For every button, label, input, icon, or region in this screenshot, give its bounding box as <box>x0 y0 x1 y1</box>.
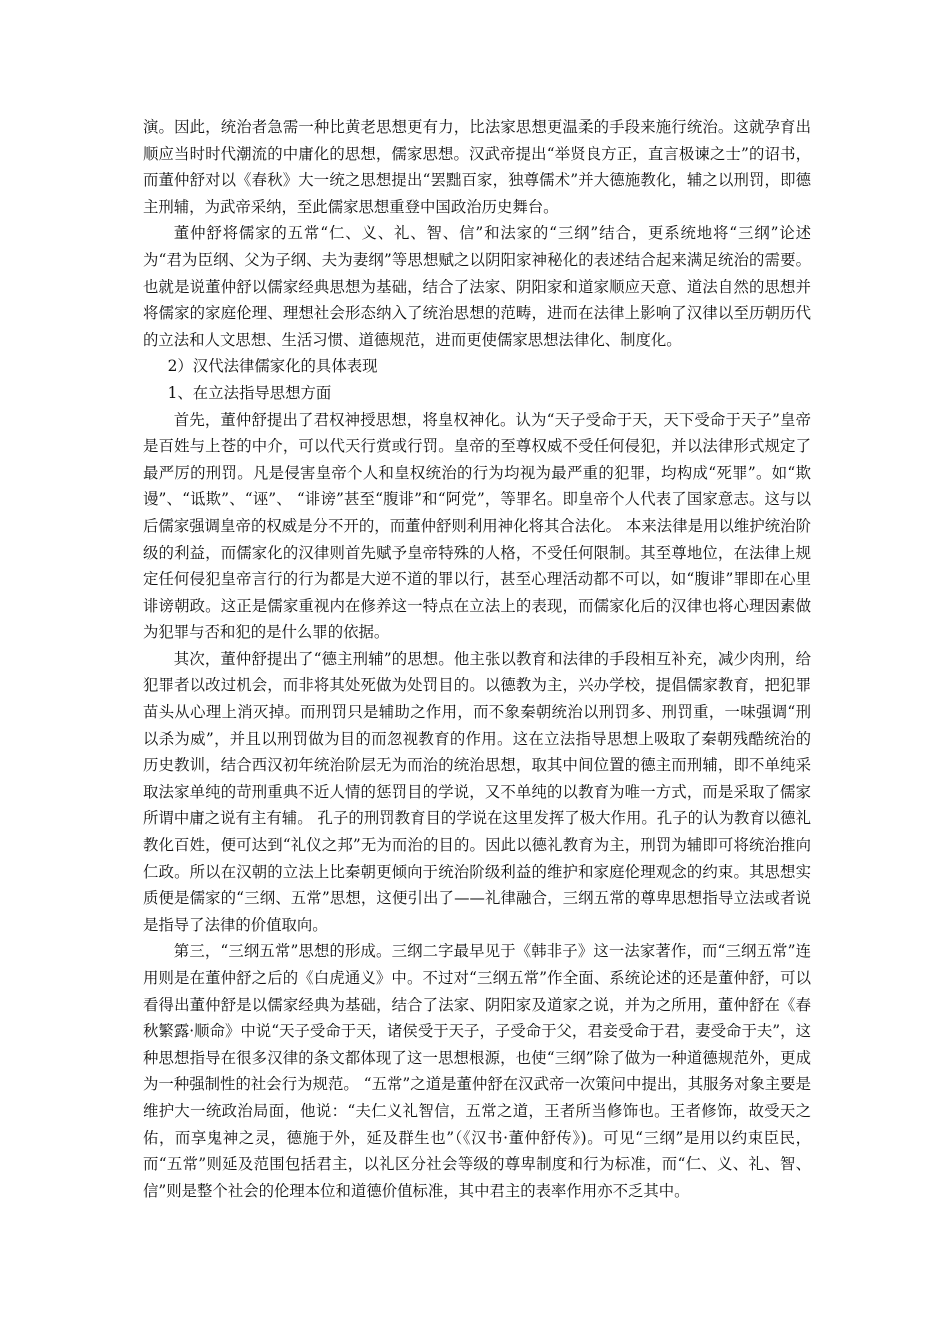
section-heading: 2）汉代法律儒家化的具体表现 <box>167 357 378 376</box>
paragraph-dong-zhongshu-synthesis: 董仲舒将儒家的五常“仁、义、礼、智、信”和法家的“三纲”结合，更系统地将“三纲”论述为“君为臣纲、父为子纲、夫为妻纲”等思想赋之以阴阳家神秘化的表述结合起来满足统治的需要。也就是说董仲舒以儒家经典思想为基础，结合了法家、阴阳家和道家顺应天意、道法自然的思想并将儒家的家庭伦理、理想社会形态纳入了统治思想的范畴，进而在法律上影响了汉律以至历朝历代的立法和人文思想、生活习惯、道德规范，进而更使儒家思想法律化、制度化。 <box>143 224 811 349</box>
subsection-heading: 1、在立法指导思想方面 <box>167 383 332 402</box>
paragraph-first-point: 首先，董仲舒提出了君权神授思想，将皇权神化。认为“天子受命于天，天下受命于天子”皇帝是百姓与上苍的中介，可以代天行赏或行罚。皇帝的至尊权威不受任何侵犯，并以法律形式规定了最严厉的刑罚。凡是侵害皇帝个人和皇权统治的行为均视为最严重的犯罪，均构成“死罪”。如“欺谩”、“诋欺”、“诬”、 “诽谤”甚至“腹诽”和“阿党”，等罪名。即皇帝个人代表了国家意志。这与以后儒家强调皇帝的权威是分不开的，而董仲舒则利用神化将其合法化。 本来法律是用以维护统治阶级的利益，而儒家化的汉律则首先赋予皇帝特殊的人格，不受任何限制。其至尊地位，在法律上规定任何侵犯皇帝言行的行为都是大逆不道的罪以行，甚至心理活动都不可以，如“腹诽”罪即在心里诽谤朝政。这正是儒家重视内在修养这一特点在立法上的表现，而儒家化后的汉律也将心理因素做为犯罪与否和犯的是什么罪的依据。 <box>143 410 811 642</box>
document-page <box>143 114 811 1204</box>
paragraph-second-point: 其次，董仲舒提出了“德主刑辅”的思想。他主张以教育和法律的手段相互补充，减少肉刑，给犯罪者以改过机会，而非将其处死做为处罚目的。以德教为主，兴办学校，提倡儒家教育，把犯罪苗头从心理上消灭掉。而刑罚只是辅助之作用，而不象秦朝统治以刑罚多、刑罚重，一味强调“刑以杀为威”，并且以刑罚做为目的而忽视教育的作用。这在立法指导思想上吸取了秦朝残酷统治的历史教训，结合西汉初年统治阶层无为而治的统治思想，取其中间位置的德主而刑辅，即不单纯采取法家单纯的苛刑重典不近人情的惩罚目的学说，又不单纯的以教育为唯一方式，而是采取了儒家所谓中庸之说有主有辅。 孔子的刑罚教育目的学说在这里发挥了极大作用。孔子的认为教育以德礼教化百姓，便可达到“礼仪之邦”无为而治的目的。因此以德礼教育为主，刑罚为辅即可将统治推向仁政。所以在汉朝的立法上比秦朝更倾向于统治阶级利益的维护和家庭伦理观念的约束。其思想实质便是儒家的“三纲、五常”思想，这便引出了——礼律融合，三纲五常的尊卑思想指导立法或者说是指导了法律的价值取向。 <box>143 649 811 934</box>
paragraph-third-point: 第三，“三纲五常”思想的形成。三纲二字最早见于《韩非子》这一法家著作，而“三纲五常”连用则是在董仲舒之后的《白虎通义》中。不过对“三纲五常”作全面、系统论述的还是董仲舒，可以看得出董仲舒是以儒家经典为基础，结合了法家、阴阳家及道家之说，并为之所用，董仲舒在《春秋繁露·顺命》中说“天子受命于天，诸侯受于天子，子受命于父，君妾受命于君，妻受命于夫”，这种思想指导在很多汉律的条文都体现了这一思想根源，也使“三纲”除了做为一种道德规范外，更成为一种强制性的社会行为规范。 “五常”之道是董仲舒在汉武帝一次策问中提出，其服务对象主要是维护大一统政治局面，他说：“夫仁义礼智信，五常之道，王者所当修饰也。王者修饰，故受天之佑，而享鬼神之灵，德施于外，延及群生也”（《汉书·董仲舒传》)。可见“三纲”是用以约束臣民，而“五常”则延及范围包括君主，以礼区分社会等级的尊卑制度和行为标准，而“仁、义、礼、智、信”则是整个社会的伦理本位和道德价值标准，其中君主的表率作用亦不乏其中。 <box>143 942 811 1200</box>
paragraph-continuation: 演。因此，统治者急需一种比黄老思想更有力，比法家思想更温柔的手段来施行统治。这就孕育出顺应当时时代潮流的中庸化的思想，儒家思想。汉武帝提出“举贤良方正，直言极谏之士”的诏书，而董仲舒对以《春秋》大一统之思想提出“罢黜百家，独尊儒术”并大德施教化，辅之以刑罚，即德主刑辅，为武帝采纳，至此儒家思想重登中国政治历史舞台。 <box>143 118 811 216</box>
